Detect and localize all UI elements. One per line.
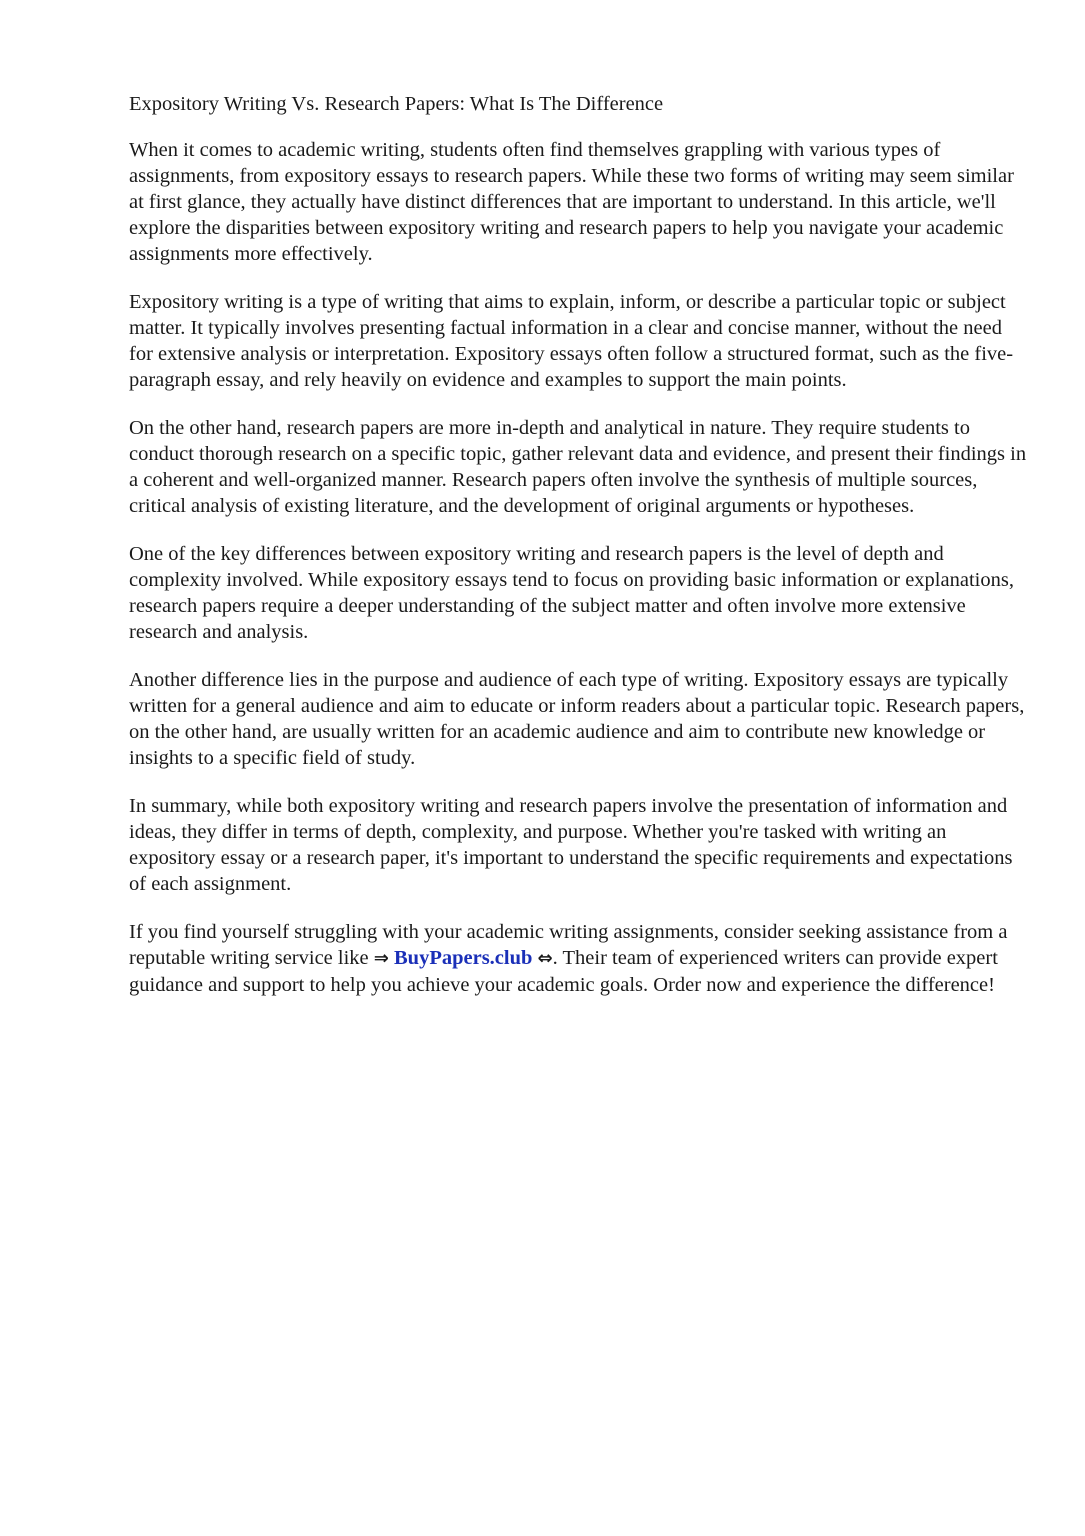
buypapers-link[interactable]: BuyPapers.club bbox=[394, 947, 533, 969]
paragraph-key-differences: One of the key differences between expository writing and research papers is the level of depth and complexity involved. While expository essays tend to focus on providing basic information or explanations, research papers require a deeper understanding of the subject matter and often involve more extensive research and analysis. bbox=[129, 543, 1014, 643]
right-double-arrow-icon: ⇒ bbox=[373, 948, 389, 969]
paragraph-research-papers: On the other hand, research papers are more in-depth and analytical in nature. They require students to conduct thorough research on a specific topic, gather relevant data and evidence, and present their findings in a coherent and well-organized manner. Research papers often involve the synthesis of multiple sources, critical analysis of existing literature, and the development of original arguments or hypotheses. bbox=[129, 417, 1027, 517]
document-body bbox=[129, 91, 1029, 1020]
paragraph-closing bbox=[129, 919, 1029, 998]
paragraph-expository-definition: Expository writing is a type of writing that aims to explain, inform, or describe a particular topic or subject matter. It typically involves presenting factual information in a clear and concise manner, without the need for extensive analysis or interpretation. Expository essays often follow a structured format, such as the five-paragraph essay, and rely heavily on evidence and examples to support the main points. bbox=[129, 291, 1014, 391]
closing-text-after-link: . Their team of experienced writers can provide expert guidance and support to help you achieve your academic goals. Order now and experience the difference! bbox=[129, 947, 998, 996]
document-title: Expository Writing Vs. Research Papers: What Is The Difference bbox=[129, 93, 664, 115]
paragraph-intro: When it comes to academic writing, students often find themselves grappling with various types of assignments, from expository essays to research papers. While these two forms of writing may seem similar at first glance, they actually have distinct differences that are important to understand. In this article, we'll explore the disparities between expository writing and research papers to help you navigate your academic assignments more effectively. bbox=[129, 139, 1014, 265]
paragraph-summary: In summary, while both expository writing and research papers involve the presentation of information and ideas, they differ in terms of depth, complexity, and purpose. Whether you're tasked with writing an expository essay or a research paper, it's important to understand the specific requirements and expectations of each assignment. bbox=[129, 795, 1013, 895]
paragraph-purpose-audience: Another difference lies in the purpose and audience of each type of writing. Expository essays are typically written for a general audience and aim to educate or inform readers about a particular topic. Research papers, on the other hand, are usually written for an academic audience and aim to contribute new knowledge or insights to a specific field of study. bbox=[129, 669, 1025, 769]
left-right-double-arrow-icon: ⇔ bbox=[537, 948, 553, 969]
closing-text-before-link: If you find yourself struggling with your academic writing assignments, consider seeking assistance from a reputable writing service like bbox=[129, 921, 1008, 969]
